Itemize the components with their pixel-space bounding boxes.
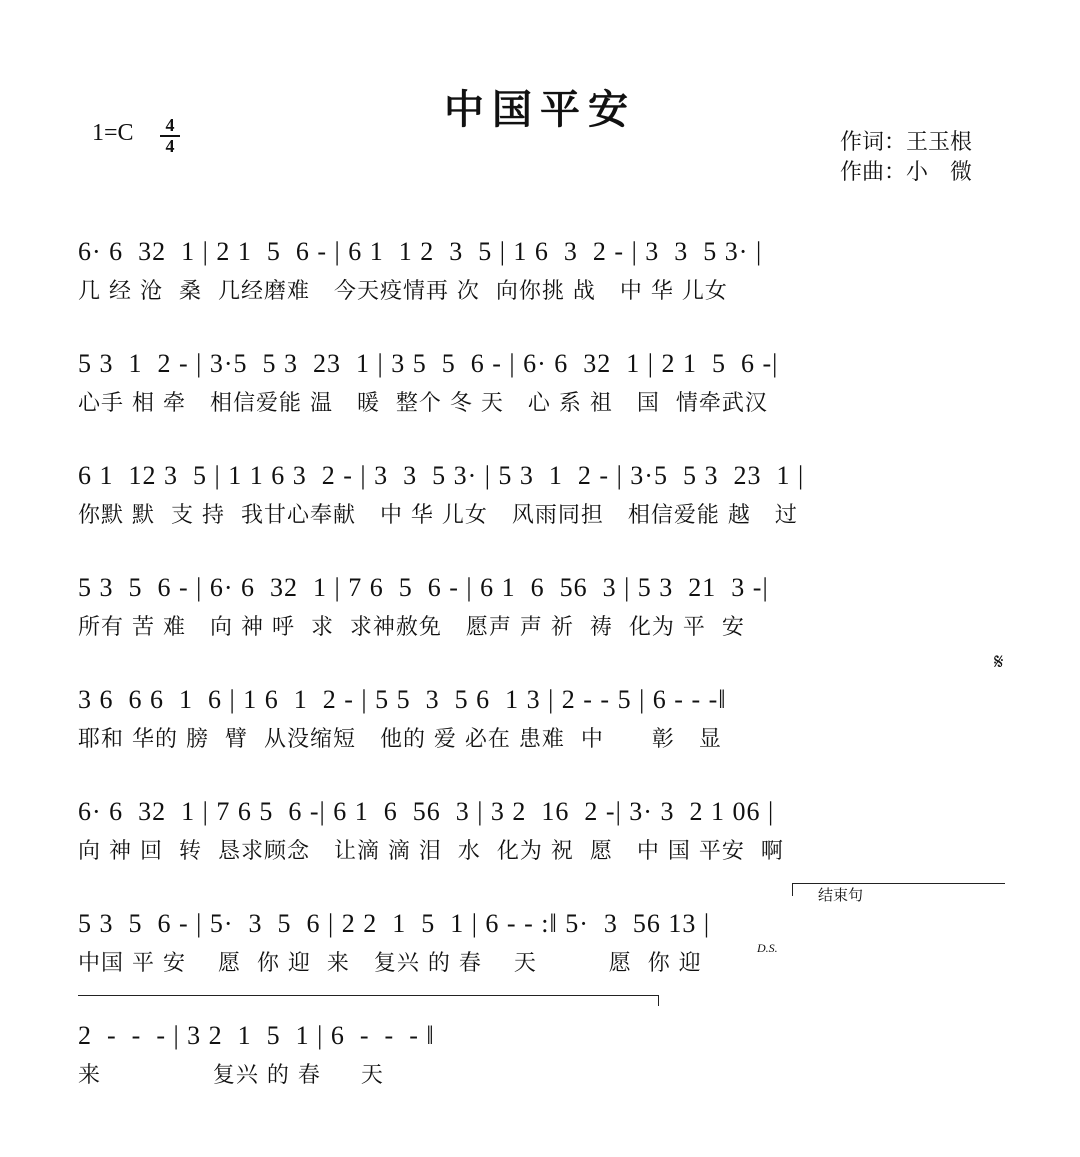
- notation-line: 6· 6 32 1 | 7 6 5 6 -| 6 1 6 56 3 | 3 2 16 2 -| 3· 3 2 1 06 |: [78, 797, 775, 826]
- credits: [840, 128, 972, 188]
- notation-line: 2 - - - | 3 2 1 5 1 | 6 - - - ‖: [78, 1021, 435, 1050]
- dal-segno-mark: D.S.: [757, 941, 778, 955]
- notation-line: 3 6 6 6 1 6 | 1 6 1 2 - | 5 5 3 5 6 1 3 | 2 - - 5 | 6 - - -‖: [78, 685, 727, 714]
- composer-credit: 作曲：小 微: [840, 160, 973, 185]
- lyrics-line: 心手 相 牵 相信爱能 温 暖 整个 冬 天 心 系 祖 国 情牵武汉: [78, 391, 768, 416]
- lyrics-line: 耶和 华的 膀 臂 从没缩短 他的 爱 必在 患难 中 彰 显: [78, 727, 722, 752]
- lyrics-line: 向 神 回 转 恳求顾念 让滴 滴 泪 水 化为 祝 愿 中 国 平安 啊: [78, 839, 784, 864]
- lyrics-line: 来 复兴 的 春 天: [78, 1063, 384, 1088]
- time-signature-bottom: 4: [165, 136, 175, 156]
- lyrics-line: 中国 平 安 愿 你 迎 来 复兴 的 春 天 愿 你 迎: [78, 951, 702, 976]
- key-signature: 1=C: [92, 120, 134, 146]
- notation-line: 6 1 12 3 5 | 1 1 6 3 2 - | 3 3 5 3· | 5 3 1 2 - | 3·5 5 3 23 1 |: [78, 461, 805, 490]
- lyrics-line: 你默 默 支 持 我甘心奉献 中 华 儿女 风雨同担 相信爱能 越 过: [78, 503, 798, 528]
- ending-bracket-continuation: [78, 995, 659, 1006]
- notation-line: 5 3 5 6 - | 6· 6 32 1 | 7 6 5 6 - | 6 1 6 56 3 | 5 3 21 3 -|: [78, 573, 769, 602]
- notation-line: 6· 6 32 1 | 2 1 5 6 - | 6 1 1 2 3 5 | 1 6 3 2 - | 3 3 5 3· |: [78, 237, 763, 266]
- ending-label: 结束句: [818, 886, 864, 904]
- lyrics-line: 几 经 沧 桑 几经磨难 今天疫情再 次 向你挑 战 中 华 儿女: [78, 279, 728, 304]
- song-title: 中国平安: [444, 86, 636, 133]
- lyricist-credit: 作词：王玉根: [840, 130, 973, 155]
- notation-line: 5 3 5 6 - | 5· 3 5 6 | 2 2 1 5 1 | 6 - - :‖ 5· 3 56 13 |: [78, 909, 711, 938]
- segno-sign: 𝄋: [994, 650, 1004, 675]
- notation-line: 5 3 1 2 - | 3·5 5 3 23 1 | 3 5 5 6 - | 6· 6 32 1 | 2 1 5 6 -|: [78, 349, 779, 378]
- time-signature: [160, 117, 180, 155]
- time-signature-top: 4: [165, 115, 175, 135]
- lyrics-line: 所有 苦 难 向 神 呼 求 求神赦免 愿声 声 祈 祷 化为 平 安: [78, 615, 745, 640]
